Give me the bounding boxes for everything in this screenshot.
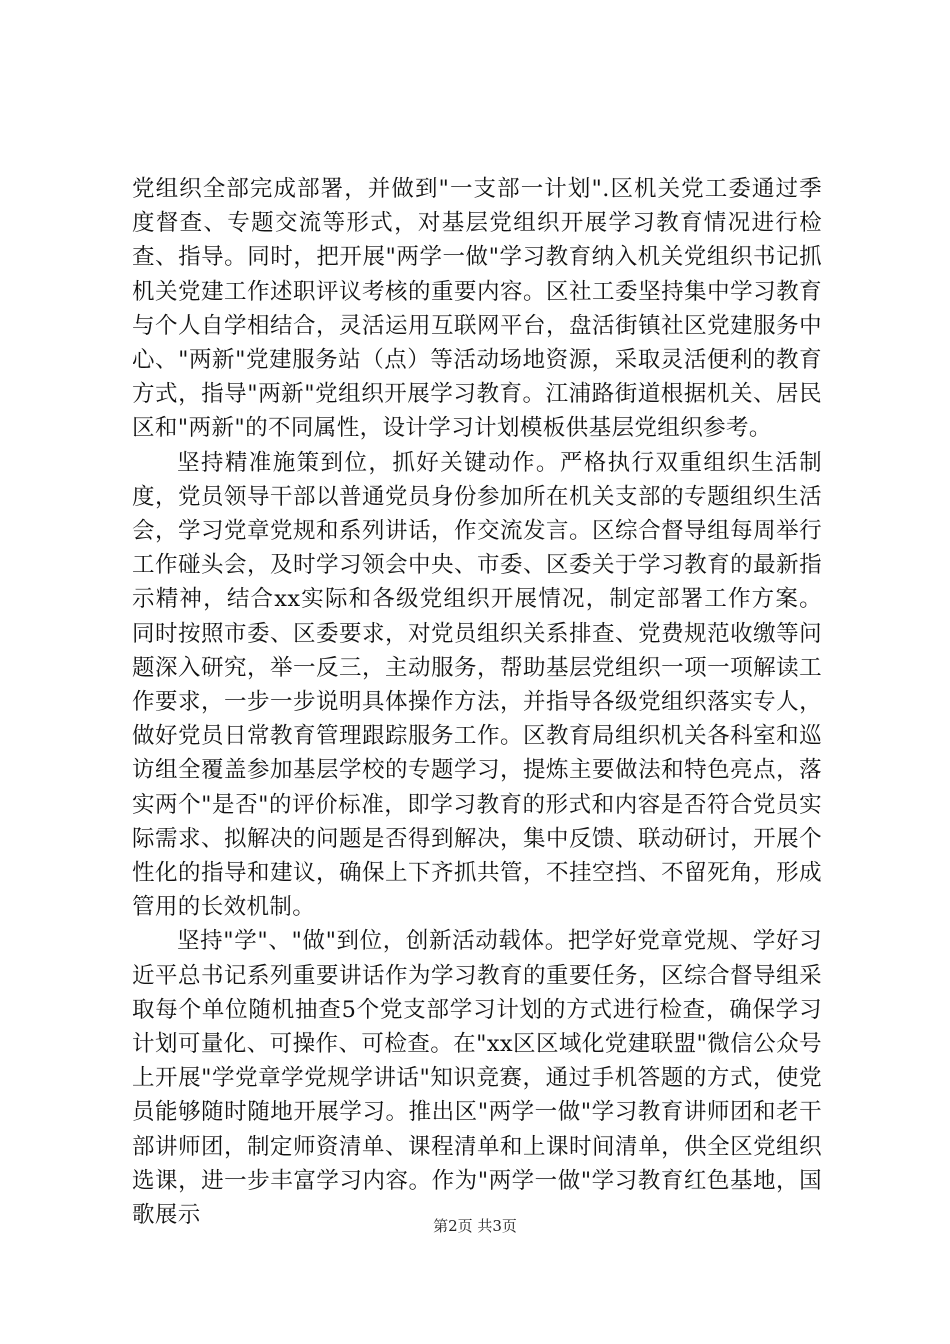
paragraph-2: 坚持精准施策到位，抓好关键动作。严格执行双重组织生活制度，党员领导干部以普通党员身份参加所在机关支部的专题组织生活会，学习党章党规和系列讲话，作交流发言。区综合督导组每周举行工作碰头会，及时学习领会中央、市委、区委关于学习教育的最新指示精神，结合xx实际和各级党组织开展情况，制定部署工作方案。同时按照市委、区委要求，对党员组织关系排查、党费规范收缴等问题深入研究，举一反三，主动服务，帮助基层党组织一项一项解读工作要求，一步一步说明具体操作方法，并指导各级党组织落实专人，做好党员日常教育管理跟踪服务工作。区教育局组织机关各科室和巡访组全覆盖参加基层学校的专题学习，提炼主要做法和特色亮点，落实两个"是否"的评价标准，即学习教育的形式和内容是否符合党员实际需求、拟解决的问题是否得到解决，集中反馈、联动研讨，开展个性化的指导和建议，确保上下齐抓共管，不挂空挡、不留死角，形成管用的长效机制。 (132, 449, 822, 921)
document-body (132, 172, 822, 1232)
page-number-footer: 第2页 共3页 (433, 1217, 517, 1235)
paragraph-1: 党组织全部完成部署，并做到"一支部一计划".区机关党工委通过季度督查、专题交流等形式，对基层党组织开展学习教育情况进行检查、指导。同时，把开展"两学一做"学习教育纳入机关党组织书记抓机关党建工作述职评议考核的重要内容。区社工委坚持集中学习教育与个人自学相结合，灵活运用互联网平台，盘活街镇社区党建服务中心、"两新"党建服务站（点）等活动场地资源，采取灵活便利的教育方式，指导"两新"党组织开展学习教育。江浦路街道根据机关、居民区和"两新"的不同属性，设计学习计划模板供基层党组织参考。 (132, 176, 822, 442)
paragraph-3: 坚持"学"、"做"到位，创新活动载体。把学好党章党规、学好习近平总书记系列重要讲话作为学习教育的重要任务，区综合督导组采取每个单位随机抽查5个党支部学习计划的方式进行检查，确保学习计划可量化、可操作、可检查。在"xx区区域化党建联盟"微信公众号上开展"学党章学党规学讲话"知识竞赛，通过手机答题的方式，使党员能够随时随地开展学习。推出区"两学一做"学习教育讲师团和老干部讲师团，制定师资清单、课程清单和上课时间清单，供全区党组织选课，进一步丰富学习内容。作为"两学一做"学习教育红色基地，国歌展示 (132, 928, 822, 1229)
